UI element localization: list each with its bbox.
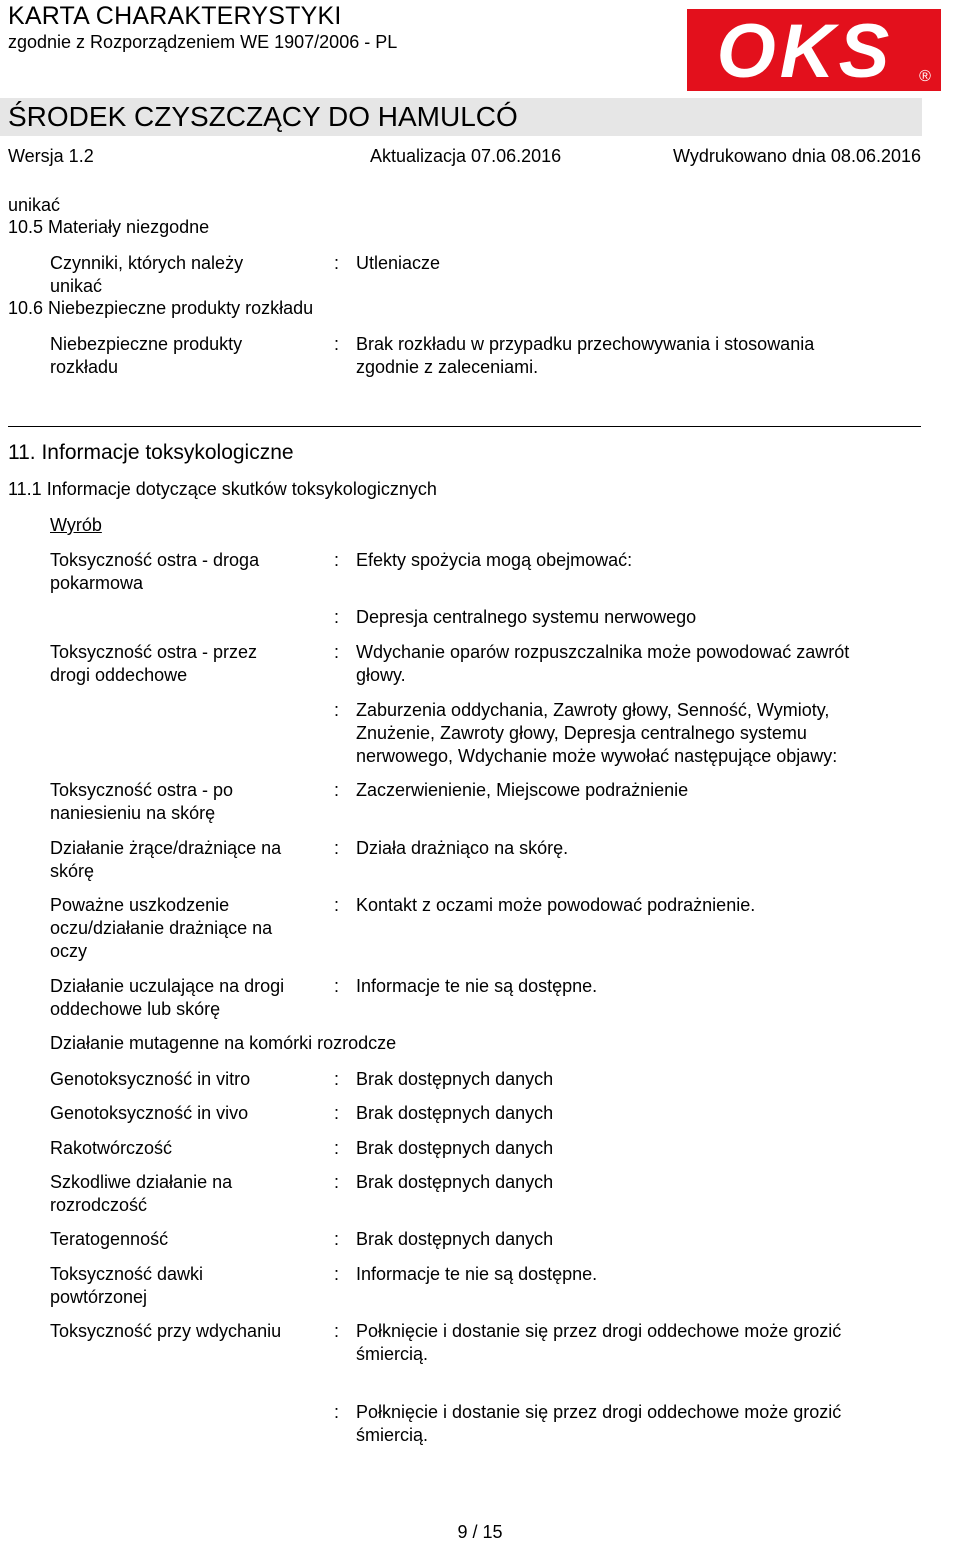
logo-text: OKS xyxy=(716,9,894,91)
carry-over-text: unikać xyxy=(8,195,61,215)
acute-oral-label: Toksyczność ostra - droga pokarmowa xyxy=(50,550,260,593)
teratogenicity-label: Teratogenność xyxy=(50,1229,169,1249)
repeated-dose-label: Toksyczność dawki powtórzonej xyxy=(50,1264,204,1307)
colon: : xyxy=(334,700,340,720)
genotox-vitro-value: Brak dostępnych danych xyxy=(356,1069,554,1089)
genotox-vitro-label: Genotoksyczność in vitro xyxy=(50,1069,251,1089)
colon: : xyxy=(334,976,340,996)
sensitisation-label: Działanie uczulające na drogi oddechowe lub skórę xyxy=(50,976,285,1019)
teratogenicity-value: Brak dostępnych danych xyxy=(356,1229,554,1249)
document-title: KARTA CHARAKTERYSTYKI xyxy=(8,2,342,30)
mutagenicity-heading: Działanie mutagenne na komórki rozrodcze xyxy=(50,1033,397,1053)
acute-inhalation-value-2: Zaburzenia oddychania, Zawroty głowy, Senność, Wymioty, Znużenie, Zawroty głowy, Depresja centralnego systemu nerwowego, Wdychanie może wywołać następujące objawy: xyxy=(356,700,838,766)
eye-damage-label: Poważne uszkodzenie oczu/działanie drażniące na oczy xyxy=(50,895,273,961)
colon: : xyxy=(334,1103,340,1123)
product-name: ŚRODEK CZYSZCZĄCY DO HAMULCÓ xyxy=(8,101,518,132)
eye-damage-value: Kontakt z oczami może powodować podrażnienie. xyxy=(356,895,756,915)
colon: : xyxy=(334,253,340,273)
colon: : xyxy=(334,1172,340,1192)
repeated-dose-value: Informacje te nie są dostępne. xyxy=(356,1264,598,1284)
acute-oral-value: Efekty spożycia mogą obejmować: xyxy=(356,550,633,570)
section-divider xyxy=(8,426,921,427)
skin-corrosion-value: Działa drażniąco na skórę. xyxy=(356,838,569,858)
colon: : xyxy=(334,1069,340,1089)
section-11-heading: 11. Informacje toksykologiczne xyxy=(8,441,294,464)
carcinogenicity-label: Rakotwórczość xyxy=(50,1138,173,1158)
incompatible-label: Czynniki, których należy unikać xyxy=(50,253,244,296)
colon: : xyxy=(334,780,340,800)
acute-dermal-value: Zaczerwienienie, Miejscowe podrażnienie xyxy=(356,780,689,800)
colon: : xyxy=(334,334,340,354)
reproductive-toxicity-label: Szkodliwe działanie na rozrodczość xyxy=(50,1172,233,1215)
section-11-1-heading: 11.1 Informacje dotyczące skutków toksykologicznych xyxy=(8,479,437,499)
acute-oral-value-2: Depresja centralnego systemu nerwowego xyxy=(356,607,697,627)
genotox-vivo-label: Genotoksyczność in vivo xyxy=(50,1103,249,1123)
acute-inhalation-value: Wdychanie oparów rozpuszczalnika może powodować zawrót głowy. xyxy=(356,642,850,685)
colon: : xyxy=(334,550,340,570)
acute-dermal-label: Toksyczność ostra - po naniesieniu na skórę xyxy=(50,780,234,823)
colon: : xyxy=(334,838,340,858)
colon: : xyxy=(334,607,340,627)
section-10-6-heading: 10.6 Niebezpieczne produkty rozkładu xyxy=(8,298,314,318)
colon: : xyxy=(334,1138,340,1158)
sensitisation-value: Informacje te nie są dostępne. xyxy=(356,976,598,996)
oks-logo xyxy=(687,9,941,91)
regulation-subtitle: zgodnie z Rozporządzeniem WE 1907/2006 - PL xyxy=(8,32,398,52)
acute-inhalation-label: Toksyczność ostra - przez drogi oddechowe xyxy=(50,642,258,685)
carcinogenicity-value: Brak dostępnych danych xyxy=(356,1138,554,1158)
decomposition-label: Niebezpieczne produkty rozkładu xyxy=(50,334,243,377)
decomposition-value: Brak rozkładu w przypadku przechowywania i stosowania zgodnie z zaleceniami. xyxy=(356,334,815,377)
print-date: Wydrukowano dnia 08.06.2016 xyxy=(673,146,922,166)
page-number: 9 / 15 xyxy=(457,1522,503,1542)
product-label: Wyrób xyxy=(50,515,102,535)
aspiration-value: Połknięcie i dostanie się przez drogi oddechowe może grozić śmiercią. xyxy=(356,1321,842,1364)
aspiration-value-2: Połknięcie i dostanie się przez drogi oddechowe może grozić śmiercią. xyxy=(356,1402,842,1445)
skin-corrosion-label: Działanie żrące/drażniące na skórę xyxy=(50,838,282,881)
colon: : xyxy=(334,1321,340,1341)
colon: : xyxy=(334,1264,340,1284)
update-date: Aktualizacja 07.06.2016 xyxy=(370,146,562,166)
incompatible-value: Utleniacze xyxy=(356,253,441,273)
colon: : xyxy=(334,1402,340,1422)
colon: : xyxy=(334,1229,340,1249)
aspiration-label: Toksyczność przy wdychaniu xyxy=(50,1321,282,1341)
section-10-5-heading: 10.5 Materiały niezgodne xyxy=(8,217,210,237)
genotox-vivo-value: Brak dostępnych danych xyxy=(356,1103,554,1123)
colon: : xyxy=(334,895,340,915)
colon: : xyxy=(334,642,340,662)
reproductive-toxicity-value: Brak dostępnych danych xyxy=(356,1172,554,1192)
logo-registered-mark: ® xyxy=(919,68,931,85)
version: Wersja 1.2 xyxy=(8,146,94,166)
